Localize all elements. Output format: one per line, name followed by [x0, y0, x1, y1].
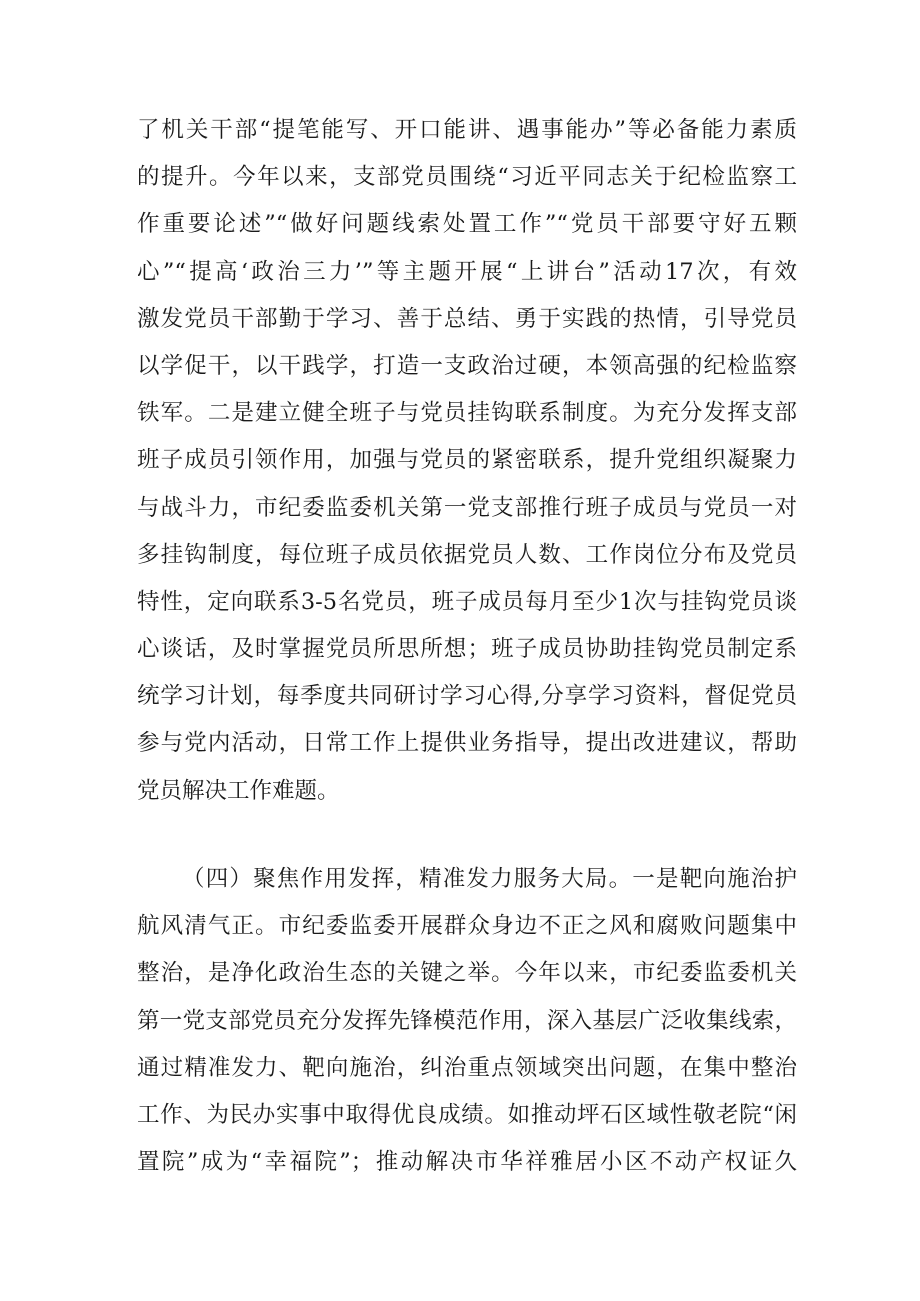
text-line: 心谈话，及时掌握党员所思所想；班子成员协助挂钩党员制定系: [137, 636, 797, 663]
text-line: 参与党内活动，日常工作上提供业务指导，提出改进建议，帮助: [137, 730, 797, 757]
body-paragraph: [137, 107, 797, 815]
section-heading-line: （四）聚焦作用发挥，精准发力服务大局。一是靶向施治护: [182, 866, 797, 892]
text-line: 了机关干部“提笔能写、开口能讲、遇事能办”等必备能力素质: [137, 117, 797, 143]
text-line: 与战斗力，市纪委监委机关第一党支部推行班子成员与党员一对: [137, 494, 797, 521]
section-paragraph: [137, 856, 797, 1186]
text-line: 航风清气正。市纪委监委开展群众身边不正之风和腐败问题集中: [137, 913, 797, 940]
text-line: 党员解决工作难题。: [137, 777, 340, 804]
text-line: 激发党员干部勤于学习、善于总结、勇于实践的热情，引导党员: [137, 305, 797, 332]
text-line: 以学促干，以干践学，打造一支政治过硬，本领高强的纪检监察: [137, 352, 797, 379]
text-line: 作重要论述”“做好问题线索处置工作”“党员干部要守好五颗: [137, 211, 797, 238]
text-line: 第一党支部党员充分发挥先锋模范作用，深入基层广泛收集线索，: [137, 1007, 797, 1034]
text-line: 统学习计划，每季度共同研讨学习心得,分享学习资料，督促党员: [137, 683, 797, 710]
text-line: 置院”成为“幸福院”；推动解决市华祥雅居小区不动产权证久: [137, 1149, 797, 1176]
text-line: 的提升。今年以来，支部党员围绕“习近平同志关于纪检监察工: [137, 164, 797, 191]
text-line: 特性，定向联系3-5名党员，班子成员每月至少1次与挂钩党员谈: [137, 588, 797, 615]
text-line: 心”“提高‘政治三力’”等主题开展“上讲台”活动17次，有效: [137, 258, 797, 285]
text-line: 多挂钩制度，每位班子成员依据党员人数、工作岗位分布及党员: [137, 541, 797, 568]
text-line: 班子成员引领作用，加强与党员的紧密联系，提升党组织凝聚力: [137, 447, 797, 474]
text-line: 工作、为民办实事中取得优良成绩。如推动坪石区域性敬老院“闲: [137, 1101, 797, 1128]
text-line: 通过精准发力、靶向施治，纠治重点领域突出问题，在集中整治: [137, 1054, 797, 1081]
text-line: 整治，是净化政治生态的关键之举。今年以来，市纪委监委机关: [137, 960, 797, 987]
text-line: 铁军。二是建立健全班子与党员挂钩联系制度。为充分发挥支部: [137, 400, 797, 427]
